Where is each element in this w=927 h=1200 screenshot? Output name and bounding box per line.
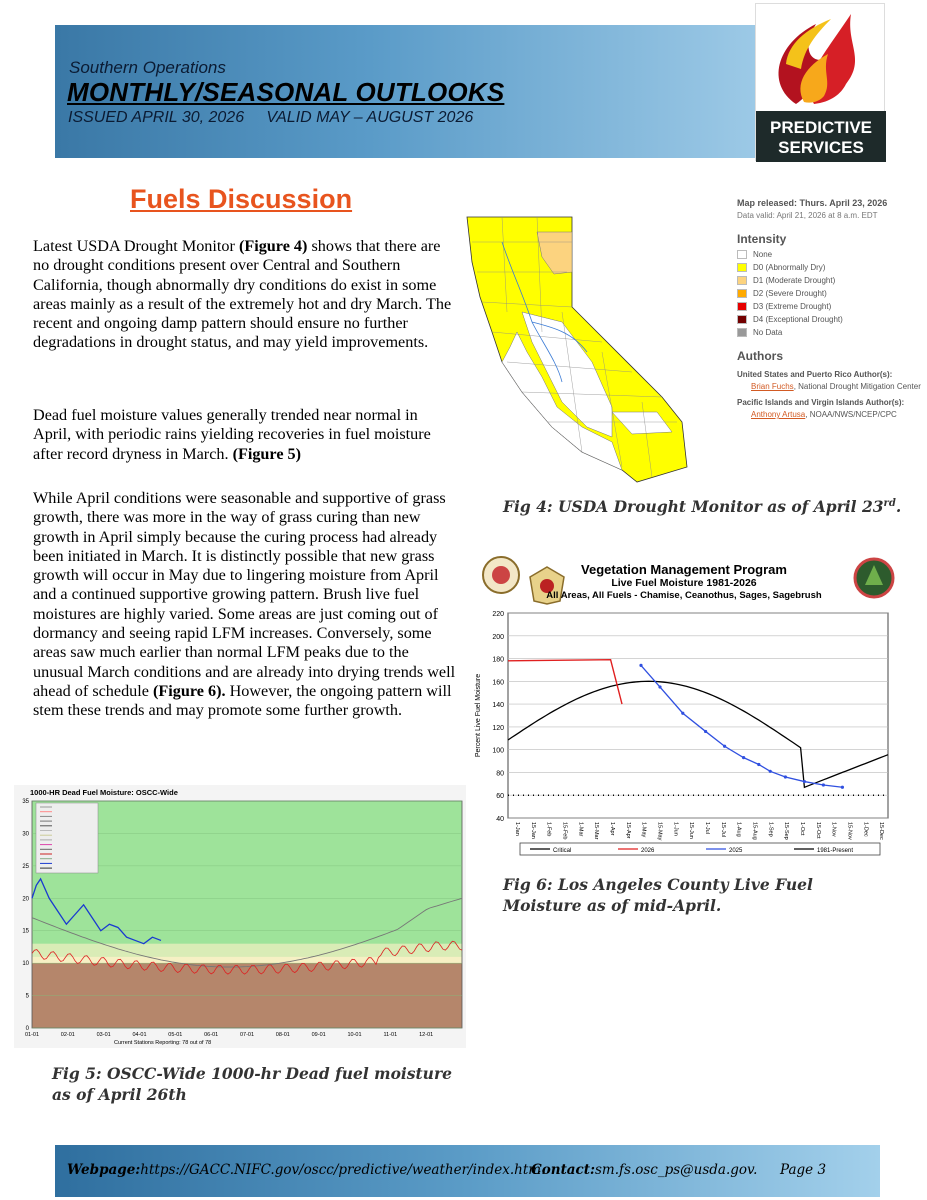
fig6-xtick-label: 1-Dec <box>862 822 869 837</box>
paragraph-1 <box>33 237 459 353</box>
contact-email-link[interactable]: sm.fs.osc_ps@usda.gov. <box>595 1162 758 1178</box>
author-us-link[interactable]: Brian Fuchs <box>751 382 794 391</box>
p1-text-a: Latest USDA Drought Monitor <box>33 237 239 255</box>
drought-legend <box>737 198 922 419</box>
fig6-ylabel: Percent Live Fuel Moisture <box>475 673 482 758</box>
legend-swatch <box>737 302 747 311</box>
figure-6-caption: Fig 6: Los Angeles County Live Fuel Moisture as of mid-April. <box>503 875 813 915</box>
fig6-ytick-label: 160 <box>492 679 504 687</box>
fig5-xtick-label: 03-01 <box>96 1032 111 1038</box>
fig5-xtick-label: 07-01 <box>239 1032 255 1038</box>
data-valid: Data valid: April 21, 2026 at 8 a.m. EDT <box>737 211 878 220</box>
fig5-footer-text: Current Stations Reporting: 78 out of 78 <box>114 1040 212 1046</box>
fig6-ytick-label: 60 <box>496 793 504 801</box>
fig5-xtick-label: 06-01 <box>204 1032 219 1038</box>
fig5-zone-low <box>32 957 462 963</box>
fig6-plot-area <box>508 613 888 818</box>
legend-item <box>737 328 922 337</box>
figure-4-caption <box>503 497 901 516</box>
fig6-xtick-label: 1-Mar <box>577 822 584 837</box>
fig6-xtick-label: 1-Aug <box>735 822 742 837</box>
fig6-subtitle-2: All Areas, All Fuels - Chamise, Ceanothus, Sages, Sagebrush <box>546 590 822 601</box>
fig5-xtick-label: 02-01 <box>60 1032 75 1038</box>
fig6-xtick-label: 15-Jun <box>688 822 695 839</box>
fig5-zone-mid <box>32 944 462 957</box>
fig6-point-2025 <box>822 783 825 786</box>
fig6-xtick-label: 15-Aug <box>751 822 758 840</box>
fig6-point-2025 <box>704 730 707 733</box>
logo-line-1: PREDICTIVE <box>769 118 873 137</box>
legend-label: D0 (Abnormally Dry) <box>753 263 826 272</box>
section-heading: Fuels Discussion <box>130 184 353 214</box>
legend-label: D1 (Moderate Drought) <box>753 276 836 285</box>
p2-text-a: Dead fuel moisture values generally trended near normal in April, with periodic rains yielding recoveries in fuel moisture after record dryness in March. <box>33 406 431 463</box>
paragraph-2 <box>33 406 459 464</box>
region-label: Southern Operations <box>69 58 226 77</box>
fig5-ytick-label: 5 <box>25 993 29 1000</box>
fig6-xtick-label: 1-Nov <box>830 822 837 837</box>
page-title: MONTHLY/SEASONAL OUTLOOKS <box>67 77 505 107</box>
fig6-point-2025 <box>757 763 760 766</box>
fig5-ytick-label: 0 <box>25 1026 29 1032</box>
fig5-xtick-label: 05-01 <box>168 1032 183 1038</box>
predictive-services-logo <box>755 3 885 161</box>
legend-label: No Data <box>753 328 783 337</box>
author-us-org: , National Drought Mitigation Center <box>793 382 921 391</box>
drought-monitor-map <box>462 212 702 487</box>
fig5-ytick-label: 10 <box>22 961 29 968</box>
fig6-point-2025 <box>639 664 642 667</box>
contact-label: Contact: <box>531 1162 595 1178</box>
fig6-ytick-label: 200 <box>492 633 504 641</box>
fig6-point-2025 <box>681 712 684 715</box>
fig6-xtick-label: 15-Apr <box>624 822 631 839</box>
fig6-xtick-label: 15-Mar <box>593 822 600 840</box>
legend-item <box>737 289 922 298</box>
header-banner <box>55 25 755 158</box>
author-pi-org: , NOAA/NWS/NCEP/CPC <box>805 410 897 419</box>
fig5-ytick-label: 15 <box>22 928 29 935</box>
p1-figure-ref: (Figure 4) <box>238 237 308 255</box>
fig6-ytick-label: 140 <box>492 702 504 710</box>
fig6-xtick-label: 1-Apr <box>608 822 615 836</box>
p3-text-a: While April conditions were seasonable and supportive of grass growth, there was more in the way of grass curing than new growth in April simply because the curing process had already been initiated in March. It is distinctly possible that new grass growth will occur in May due to lingering moisture from April and a continued supportive growing pattern. Brush live fuel moistures are highly varied. Some areas are just coming out of dormancy and seeing rapid LFM increases. Conversely, some areas saw much earlier than normal LFM peaks due to the unusual March conditions and are already into drying trends well ahead of schedule <box>33 489 456 700</box>
fig5-xtick-label: 01-01 <box>24 1032 40 1038</box>
fig6-xtick-label: 15-Feb <box>561 822 568 840</box>
legend-label: D4 (Exceptional Drought) <box>753 315 843 324</box>
legend-label: D3 (Extreme Drought) <box>753 302 832 311</box>
fig6-plot <box>468 553 900 860</box>
legend-swatch <box>737 315 747 324</box>
webpage-label: Webpage: <box>67 1162 141 1178</box>
fig6-ytick-label: 100 <box>492 747 504 755</box>
footer-bar <box>55 1145 880 1197</box>
author-pi <box>737 410 922 419</box>
fig6-xtick-label: 1-May <box>640 822 647 838</box>
footer-webpage <box>67 1162 545 1178</box>
footer-contact <box>531 1162 757 1178</box>
legend-label: None <box>753 250 773 259</box>
figure-5-caption: Fig 5: OSCC-Wide 1000-hr Dead fuel moisture as of April 26th <box>52 1064 452 1104</box>
fig6-ytick-label: 120 <box>492 724 504 732</box>
fig6-xtick-label: 15-May <box>656 822 663 841</box>
author-us <box>737 382 922 391</box>
legend-item <box>737 302 922 311</box>
fig6-subtitle: Live Fuel Moisture 1981-2026 <box>611 577 757 589</box>
fig6-point-2025 <box>803 780 806 783</box>
fig6-point-2025 <box>841 786 844 789</box>
fig5-xtick-label: 11-01 <box>383 1032 398 1038</box>
fig6-ytick-label: 40 <box>496 816 504 823</box>
map-released: Map released: Thurs. April 23, 2026 <box>737 198 888 208</box>
fig6-point-2025 <box>784 775 787 778</box>
legend-item <box>737 276 922 285</box>
fig6-ytick-label: 80 <box>496 770 504 778</box>
intensity-heading: Intensity <box>737 232 787 246</box>
authors-us-heading: United States and Puerto Rico Author(s): <box>737 370 893 379</box>
fig6-point-2025 <box>658 685 661 688</box>
fig6-legend-label: Critical <box>553 848 572 854</box>
fig6-point-2025 <box>742 756 745 759</box>
p3-text-b: However, the ongoing pattern will stem these trends and may promote some further growth. <box>33 681 452 720</box>
legend-swatch <box>737 250 747 259</box>
legend-item <box>737 250 922 259</box>
p2-figure-ref: (Figure 5) <box>232 444 302 463</box>
fig5-ytick-label: 30 <box>22 831 29 838</box>
paragraph-3 <box>33 489 459 721</box>
fig6-point-2025 <box>769 770 772 773</box>
fig6-xtick-label: 15-Jul <box>719 822 726 837</box>
fig5-xtick-label: 08-01 <box>275 1032 290 1038</box>
fig6-xtick-label: 1-Jan <box>513 822 520 836</box>
fig5-xtick-label: 10-01 <box>347 1032 362 1038</box>
fig4-caption-text: Fig 4: USDA Drought Monitor as of April 23 <box>503 497 884 516</box>
flame-icon <box>756 4 886 114</box>
fig5-ytick-label: 25 <box>22 863 29 870</box>
webpage-link[interactable]: https://GACC.NIFC.gov/oscc/predictive/weather/index.htm. <box>140 1162 546 1178</box>
fig6-xtick-label: 15-Nov <box>846 822 853 840</box>
fig5-ytick-label: 20 <box>22 896 29 903</box>
fig6-title: Vegetation Management Program <box>581 562 787 577</box>
author-pi-link[interactable]: Anthony Artusa <box>751 410 806 419</box>
legend-item <box>737 315 922 324</box>
authors-pi-heading: Pacific Islands and Virgin Islands Author(s): <box>737 398 905 407</box>
fig5-xtick-label: 12-01 <box>419 1032 434 1038</box>
p3-figure-ref: (Figure 6). <box>153 681 226 700</box>
legend-swatch <box>737 263 747 272</box>
fig6-point-2025 <box>723 745 726 748</box>
fig6-legend-label: 1981-Present <box>817 848 854 854</box>
fig6-xtick-label: 1-Oct <box>798 822 805 836</box>
fig6-xtick-label: 15-Jan <box>529 822 536 839</box>
fig5-title: 1000-HR Dead Fuel Moisture: OSCC-Wide <box>30 788 178 797</box>
fig6-legend-label: 2025 <box>729 848 743 854</box>
fig5-ytick-label: 35 <box>22 799 29 805</box>
page-number: Page 3 <box>780 1162 827 1178</box>
fig6-legend-label: 2026 <box>641 848 655 854</box>
fig4-caption-end: . <box>895 497 902 516</box>
fig6-xtick-label: 1-Feb <box>545 822 552 837</box>
legend-swatch <box>737 276 747 285</box>
p1-text-b: shows that there are no drought conditions present over Central and Southern California, though abnormally dry conditions do exist in some areas mainly as a result of the extremely hot and dry March. The recent and ongoing damp pattern should ensure no further degradations in drought status, and may yield improvements. <box>33 237 452 352</box>
legend-item <box>737 263 922 272</box>
fig5-xtick-label: 09-01 <box>311 1032 326 1038</box>
legend-swatch <box>737 289 747 298</box>
issued-line: ISSUED APRIL 30, 2026 VALID MAY – AUGUST 2026 <box>68 109 474 126</box>
fig6-xtick-label: 1-Jul <box>703 822 710 834</box>
legend-label: D2 (Severe Drought) <box>753 289 827 298</box>
fig5-legend-box <box>36 803 98 873</box>
authors-heading: Authors <box>737 349 783 363</box>
fig5-xtick-label: 04-01 <box>132 1032 147 1038</box>
fig6-xtick-label: 15-Oct <box>814 822 821 839</box>
legend-rows <box>737 250 922 337</box>
fig6-ytick-label: 180 <box>492 656 504 664</box>
logo-line-2: SERVICES <box>778 138 864 157</box>
live-fuel-moisture-chart <box>468 553 900 860</box>
fig4-caption-sup: rd <box>883 497 896 509</box>
fig6-xtick-label: 1-Sep <box>767 822 774 837</box>
fig5-plot <box>14 785 466 1048</box>
fig6-ytick-label: 220 <box>492 611 504 618</box>
legend-swatch <box>737 328 747 337</box>
fig6-xtick-label: 1-Jun <box>672 822 679 836</box>
fig6-xtick-label: 15-Sep <box>783 822 790 840</box>
fig6-xtick-label: 15-Dec <box>878 822 885 840</box>
dead-fuel-moisture-chart <box>14 785 466 1048</box>
